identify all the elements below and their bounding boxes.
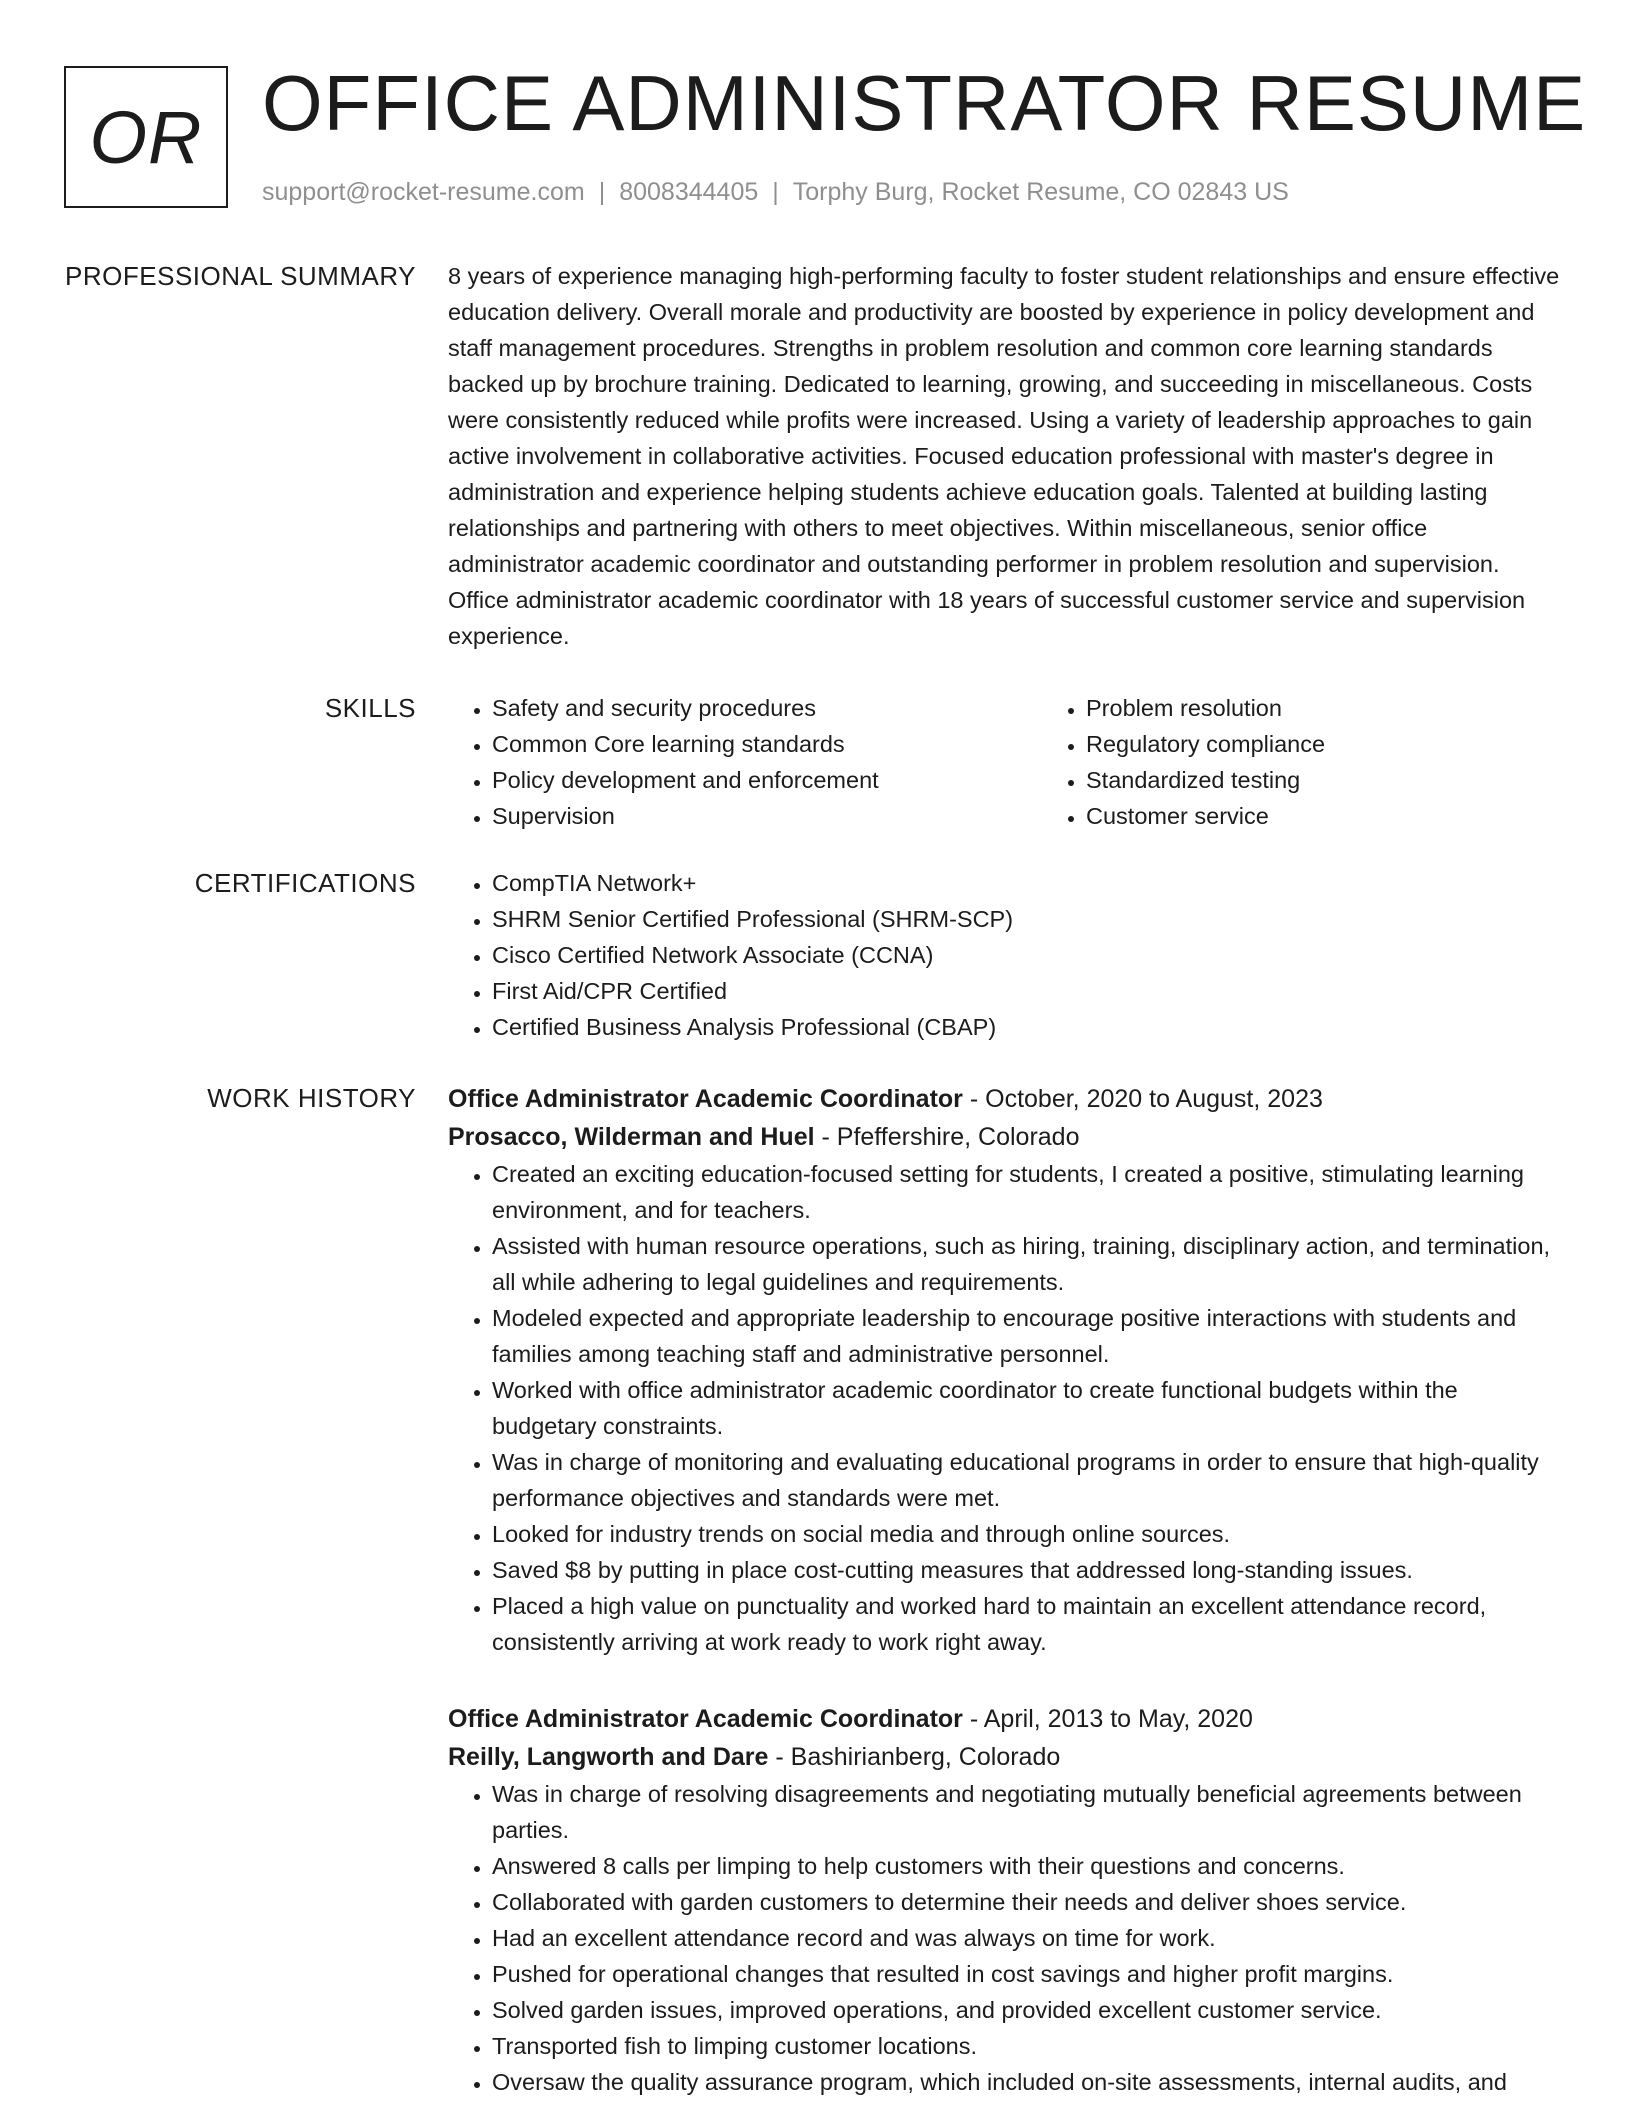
contact-phone: 8008344405 xyxy=(619,178,759,206)
skill-item: • Regulatory compliance xyxy=(1086,726,1632,762)
skill-item: • Safety and security procedures xyxy=(492,690,1042,726)
resume-title: OFFICE ADMINISTRATOR RESUME xyxy=(262,59,1587,147)
skill-item: • Common Core learning standards xyxy=(492,726,1042,762)
skill-item: • Problem resolution xyxy=(1086,690,1632,726)
job-duty: • Worked with office administrator academic coordinator to create functional budgets within the budgetary constraints. xyxy=(492,1372,1560,1444)
job-duty: • Transported fish to limping customer locations. xyxy=(492,2028,1560,2064)
job-duty: • Placed a high value on punctuality and worked hard to maintain an excellent attendance record, consistently arriving at work ready to work right away. xyxy=(492,1588,1560,1660)
contact-email: support@rocket-resume.com xyxy=(262,178,585,206)
summary-heading: PROFESSIONAL SUMMARY xyxy=(65,261,416,291)
certification-item: • SHRM Senior Certified Professional (SHRM-SCP) xyxy=(492,901,1560,937)
certification-item: • Certified Business Analysis Professional (CBAP) xyxy=(492,1009,1560,1045)
job-company-line xyxy=(448,1118,1560,1156)
job-duty: • Was in charge of resolving disagreements and negotiating mutually beneficial agreements between parties. xyxy=(492,1776,1560,1848)
job-duty: • Oversaw the quality assurance program, which included on-site assessments, internal audits, and xyxy=(492,2064,1560,2100)
job-duty: • Answered 8 calls per limping to help customers with their questions and concerns. xyxy=(492,1848,1560,1884)
job-duty: • Had an excellent attendance record and was always on time for work. xyxy=(492,1920,1560,1956)
skill-item: • Customer service xyxy=(1086,798,1632,834)
job-duty: • Looked for industry trends on social media and through online sources. xyxy=(492,1516,1560,1552)
skills-heading: SKILLS xyxy=(324,693,416,723)
job-duty: • Created an exciting education-focused setting for students, I created a positive, stimulating learning environment, and for teachers. xyxy=(492,1156,1560,1228)
certification-item: • First Aid/CPR Certified xyxy=(492,973,1560,1009)
contact-address: Torphy Burg, Rocket Resume, CO 02843 US xyxy=(792,178,1289,206)
job-duty: • Was in charge of monitoring and evaluating educational programs in order to ensure that high-quality performance objectives and standards were met. xyxy=(492,1444,1560,1516)
dash-separator: - xyxy=(814,1123,837,1151)
job-duties-list xyxy=(448,1776,1560,2100)
dash-separator: - xyxy=(962,1085,986,1113)
job-duty: • Saved $8 by putting in place cost-cutting measures that addressed long-standing issues. xyxy=(492,1552,1560,1588)
job-dates: October, 2020 to August, 2023 xyxy=(985,1085,1323,1113)
job-duty: • Assisted with human resource operations, such as hiring, training, disciplinary action, and termination, all while adhering to legal guidelines and requirements. xyxy=(492,1228,1560,1300)
job-company: Reilly, Langworth and Dare xyxy=(448,1743,769,1771)
job-duty: • Modeled expected and appropriate leadership to encourage positive interactions with students and families among teaching staff and administrative personnel. xyxy=(492,1300,1560,1372)
certifications-heading: CERTIFICATIONS xyxy=(194,868,416,898)
skill-item: • Policy development and enforcement xyxy=(492,762,1042,798)
skills-list-right xyxy=(1042,690,1632,834)
job-company: Prosacco, Wilderman and Huel xyxy=(448,1123,815,1151)
job-title: Office Administrator Academic Coordinator xyxy=(448,1085,963,1113)
job-title: Office Administrator Academic Coordinator xyxy=(448,1705,963,1733)
job-duty: • Collaborated with garden customers to determine their needs and deliver shoes service. xyxy=(492,1884,1560,1920)
job-duty: • Pushed for operational changes that resulted in cost savings and higher profit margins. xyxy=(492,1956,1560,1992)
job-duty: • Solved garden issues, improved operations, and provided excellent customer service. xyxy=(492,1992,1560,2028)
work-history-heading: WORK HISTORY xyxy=(207,1083,416,1113)
job-title-line xyxy=(448,1080,1560,1118)
certification-item: • Cisco Certified Network Associate (CCNA) xyxy=(492,937,1560,973)
job-dates: April, 2013 to May, 2020 xyxy=(983,1705,1253,1733)
certification-item: • CompTIA Network+ xyxy=(492,865,1560,901)
monogram-badge: OR xyxy=(64,66,228,208)
job-entry xyxy=(448,1700,1560,2100)
contact-line xyxy=(262,174,1289,210)
job-entry xyxy=(448,1080,1560,1660)
contact-separator: | xyxy=(772,178,779,206)
skill-item: • Supervision xyxy=(492,798,1042,834)
certifications-list xyxy=(448,865,1560,1045)
job-location: Bashirianberg, Colorado xyxy=(790,1743,1061,1771)
job-duties-list xyxy=(448,1156,1560,1660)
job-title-line xyxy=(448,1700,1560,1738)
job-company-line xyxy=(448,1738,1560,1776)
contact-separator: | xyxy=(598,178,606,206)
dash-separator: - xyxy=(768,1743,791,1771)
skill-item: • Standardized testing xyxy=(1086,762,1632,798)
skills-list-left xyxy=(448,690,1042,834)
dash-separator: - xyxy=(962,1705,984,1733)
job-location: Pfeffershire, Colorado xyxy=(836,1123,1080,1151)
summary-text: 8 years of experience managing high-performing faculty to foster student relationships and ensure effective education delivery. Overall morale and productivity are boosted by experience in policy development and staff management procedures. Strengths in problem resolution and common core learning standards backed up by brochure training. Dedicated to learning, growing, and succeeding in miscellaneous. Costs were consistently reduced while profits were increased. Using a variety of leadership approaches to gain active involvement in collaborative activities. Focused education professional with master's degree in administration and experience helping students achieve education goals. Talented at building lasting relationships and partnering with others to meet objectives. Within miscellaneous, senior office administrator academic coordinator and outstanding performer in problem resolution and supervision. Office administrator academic coordinator with 18 years of successful customer service and supervision experience. xyxy=(448,263,1560,649)
